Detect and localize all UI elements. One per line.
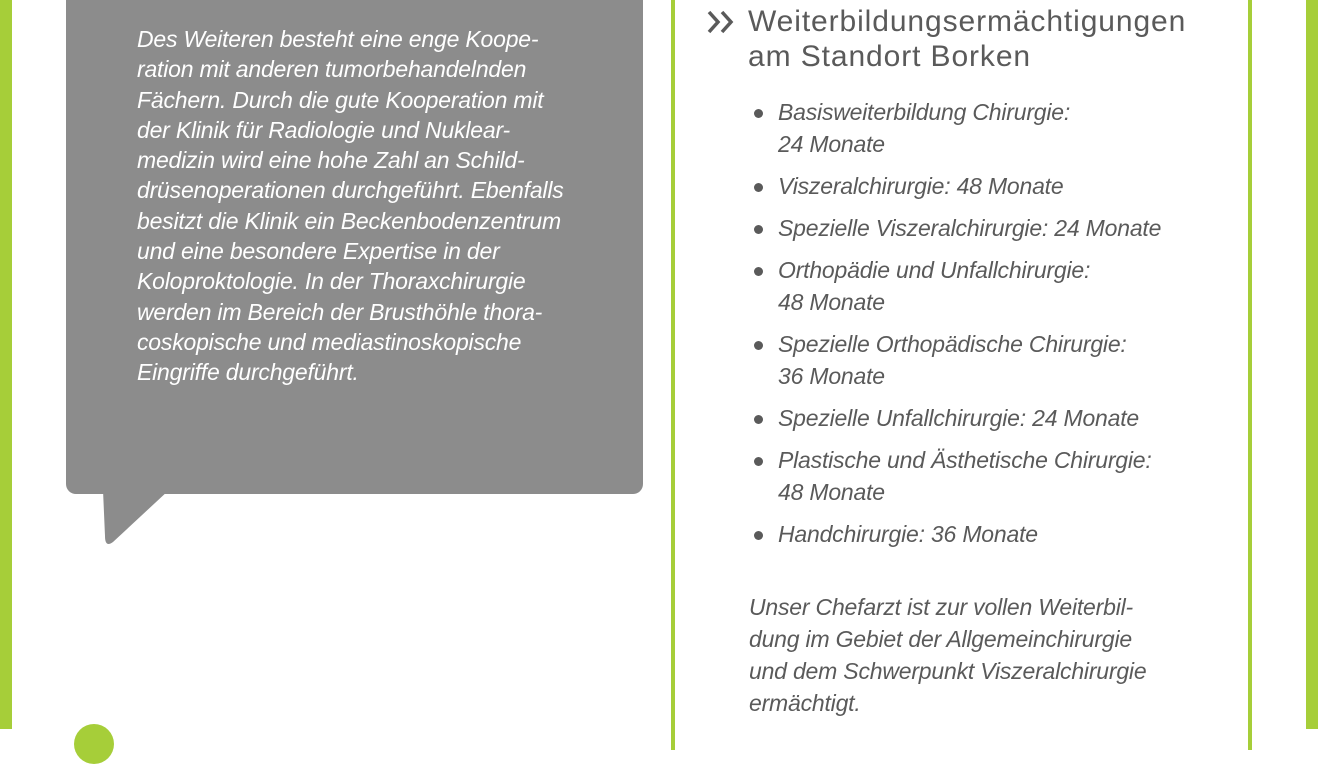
bullet-icon: [754, 415, 763, 424]
double-chevron-right-icon: [707, 8, 737, 36]
list-item: [750, 96, 1161, 160]
list-item-line: 24 Monate: [778, 131, 885, 157]
chief-physician-note: [749, 591, 1146, 719]
section-heading-line: Weiterbildungsermächtigungen: [748, 5, 1187, 38]
quote-text: [137, 24, 637, 388]
quote-line: ration mit anderen tumorbehandelnden: [137, 56, 527, 83]
bullet-icon: [754, 531, 763, 540]
list-item-line: 36 Monate: [778, 363, 885, 389]
list-item-line: Orthopädie und Unfallchirurgie:: [778, 257, 1091, 283]
bullet-icon: [754, 457, 763, 466]
list-item-line: Spezielle Orthopädische Chirurgie:: [778, 331, 1127, 357]
list-item-line: Handchirurgie: 36 Monate: [778, 521, 1038, 547]
green-circle-decoration: [74, 724, 114, 764]
quote-line: und eine besondere Expertise in der: [137, 238, 500, 265]
note-line: und dem Schwerpunkt Viszeralchirurgie: [749, 658, 1147, 684]
list-item-line: 48 Monate: [778, 479, 885, 505]
list-item: [750, 212, 1161, 244]
bullet-icon: [754, 183, 763, 192]
list-item-line: Viszeralchirurgie: 48 Monate: [778, 173, 1064, 199]
quote-line: besitzt die Klinik ein Beckenbodenzentrum: [137, 207, 561, 234]
list-item-line: Plastische und Ästhetische Chirurgie:: [778, 447, 1152, 473]
quote-line: medizin wird eine hohe Zahl an Schild-: [137, 147, 525, 174]
list-item: [750, 402, 1161, 434]
list-item-line: Basisweiterbildung Chirurgie:: [778, 99, 1071, 125]
list-item-line: Spezielle Viszeralchirurgie: 24 Monate: [778, 215, 1162, 241]
note-line: ermächtigt.: [749, 690, 861, 716]
right-green-border: [1306, 0, 1318, 729]
quote-line: Des Weiteren besteht eine enge Koope-: [137, 26, 539, 52]
note-line: dung im Gebiet der Allgemeinchirurgie: [749, 626, 1132, 652]
section-heading-line: am Standort Borken: [748, 40, 1032, 73]
list-item: [750, 254, 1161, 318]
quote-line: coskopische und mediastinoskopische: [137, 328, 522, 355]
quote-line: drüsenoperationen durchgeführt. Ebenfalls: [137, 177, 564, 204]
left-green-border: [0, 0, 12, 729]
list-item: [750, 170, 1161, 202]
quote-line: werden im Bereich der Brusthöhle thora-: [137, 298, 543, 325]
bullet-icon: [754, 225, 763, 234]
list-item: [750, 444, 1161, 508]
bullet-icon: [754, 109, 763, 118]
note-line: Unser Chefarzt ist zur vollen Weiterbil-: [749, 594, 1133, 620]
quote-line: Koloproktologie. In der Thoraxchirurgie: [137, 268, 526, 295]
bullet-icon: [754, 341, 763, 350]
quote-line: Eingriffe durchgeführt.: [137, 359, 359, 386]
quote-bubble-tail: [103, 490, 169, 546]
authorization-list: [750, 96, 1161, 560]
list-item: [750, 328, 1161, 392]
list-item-line: 48 Monate: [778, 289, 885, 315]
section-heading: [748, 4, 1186, 74]
quote-line: Fächern. Durch die gute Kooperation mit: [137, 86, 544, 113]
bullet-icon: [754, 267, 763, 276]
list-item-line: Spezielle Unfallchirurgie: 24 Monate: [778, 405, 1140, 431]
list-item: [750, 518, 1161, 550]
quote-line: der Klinik für Radiologie und Nuklear-: [137, 116, 510, 143]
